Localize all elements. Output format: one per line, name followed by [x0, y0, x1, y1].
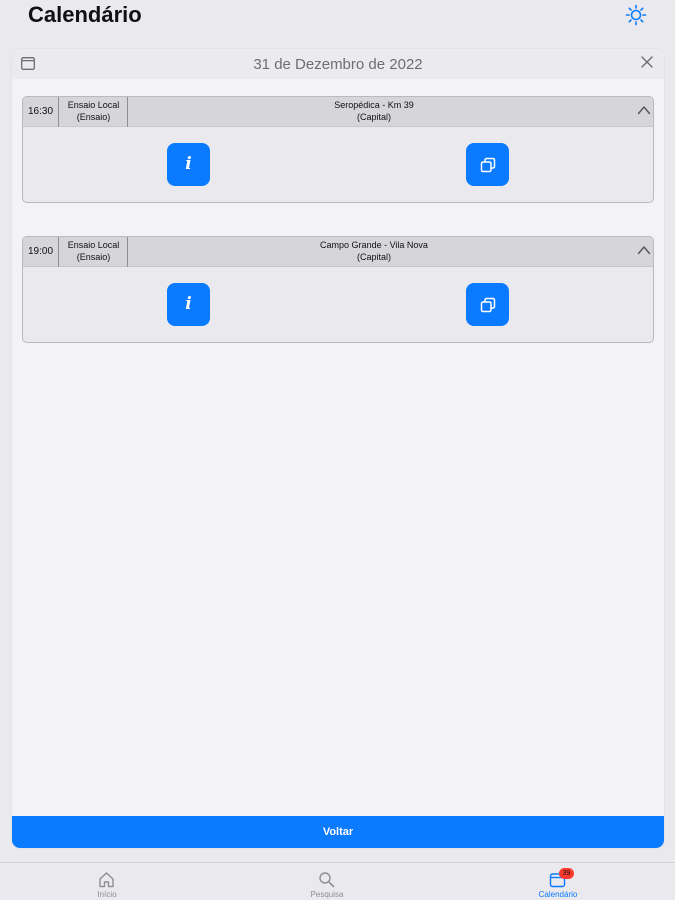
- tab-home[interactable]: [47, 863, 167, 900]
- event-header[interactable]: [23, 237, 654, 267]
- home-icon: [98, 871, 115, 888]
- event-type: [60, 97, 128, 127]
- event-type-category: (Ensaio): [76, 112, 111, 122]
- notification-badge: 39: [559, 868, 574, 879]
- event-location-region: (Capital): [356, 252, 391, 262]
- close-icon[interactable]: [640, 55, 654, 69]
- tab-calendar[interactable]: [498, 863, 618, 900]
- event-type: [60, 237, 128, 267]
- info-icon: i: [185, 154, 192, 174]
- chevron-up-icon[interactable]: [637, 105, 651, 115]
- event-location-name: Seropédica - Km 39: [334, 100, 414, 110]
- event-type-label: Ensaio Local: [67, 240, 120, 250]
- settings-icon[interactable]: [625, 4, 647, 26]
- copy-button[interactable]: [466, 283, 509, 326]
- chevron-up-icon[interactable]: [637, 245, 651, 255]
- copy-icon: [480, 297, 496, 313]
- tab-label: Pesquisa: [310, 890, 344, 899]
- event-location: [129, 237, 619, 267]
- page-title: Calendário: [28, 2, 142, 27]
- info-button[interactable]: [167, 283, 210, 326]
- info-button[interactable]: [167, 143, 210, 186]
- event-header[interactable]: [23, 97, 654, 127]
- top-bar: [0, 0, 675, 38]
- event-time: 16:30: [23, 97, 59, 127]
- event-card: [22, 236, 654, 343]
- event-location-name: Campo Grande - Vila Nova: [320, 240, 428, 250]
- search-icon: [318, 871, 335, 888]
- event-location-region: (Capital): [356, 112, 391, 122]
- event-card: [22, 96, 654, 203]
- day-events-modal: [12, 49, 664, 848]
- tab-label: Início: [97, 890, 117, 899]
- copy-button[interactable]: [466, 143, 509, 186]
- modal-title: 31 de Dezembro de 2022: [253, 56, 423, 73]
- copy-icon: [480, 157, 496, 173]
- event-time: 19:00: [23, 237, 59, 267]
- info-icon: i: [185, 294, 192, 314]
- tab-search[interactable]: [267, 863, 387, 900]
- event-type-label: Ensaio Local: [67, 100, 120, 110]
- tab-bar: [0, 862, 675, 900]
- event-type-category: (Ensaio): [76, 252, 111, 262]
- modal-header: [12, 49, 664, 79]
- back-button[interactable]: Voltar: [12, 816, 664, 848]
- event-location: [129, 97, 619, 127]
- tab-label: Calendário: [538, 890, 578, 899]
